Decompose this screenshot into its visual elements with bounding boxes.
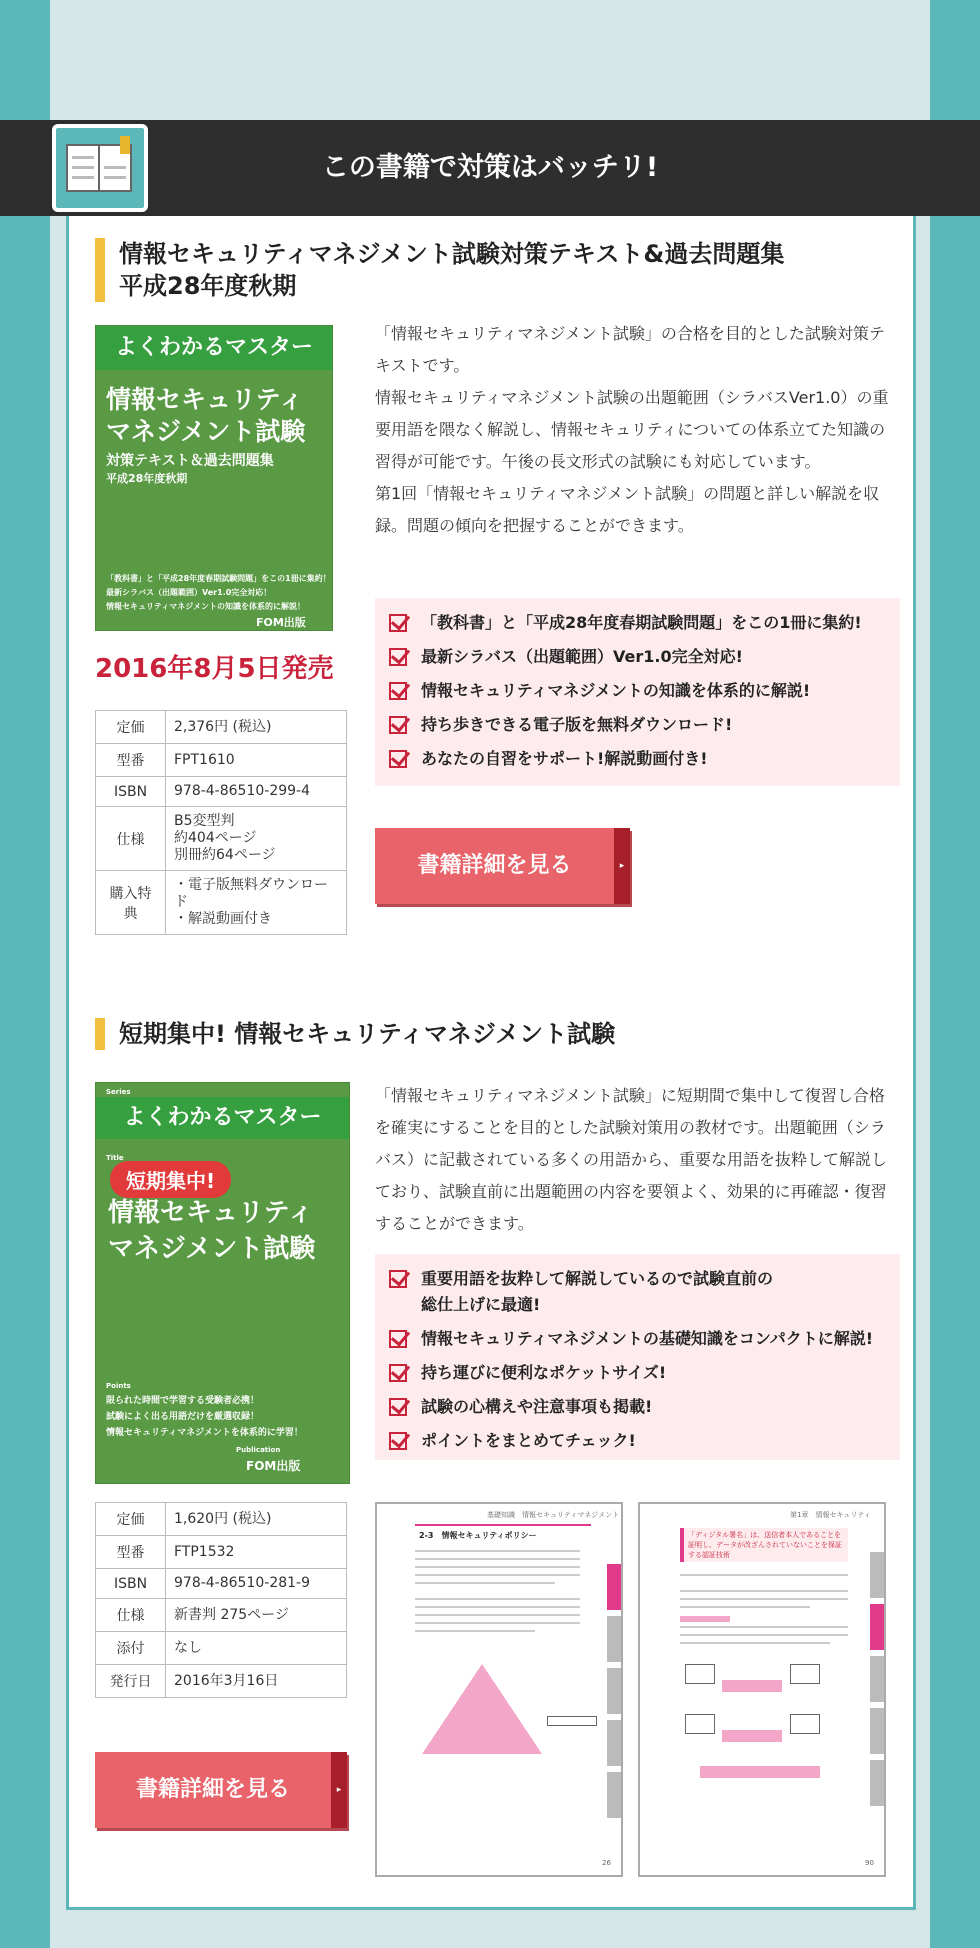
spec-value: ・電子版無料ダウンロード ・解説動画付き — [166, 871, 347, 935]
check-icon — [389, 716, 407, 734]
spec-value: 2,376円 (税込) — [166, 711, 347, 744]
spec-label: 購入特典 — [96, 871, 166, 935]
spec-label: 定価 — [96, 711, 166, 744]
check-icon — [389, 648, 407, 666]
spec-value: FPT1610 — [166, 744, 347, 777]
spec-value: 978-4-86510-299-4 — [166, 777, 347, 807]
book1-cover-points: 「教科書」と「平成28年度春期試験問題」をこの1冊に集約！ 最新シラバス（出題範囲）Ver1.0完全対応！ 情報セキュリティマネジメントの知識を体系的に解説！ — [106, 574, 331, 611]
book1-details-button[interactable]: 書籍詳細を見る ▸ — [375, 828, 630, 904]
list-item: 重要用語を抜粋して解説しているので試験直前の 総仕上げに最適! — [389, 1262, 886, 1322]
table-row — [96, 1569, 347, 1599]
banner-title: この書籍で対策はバッチリ! — [321, 152, 659, 183]
spec-label: ISBN — [96, 777, 166, 807]
book1-title: 情報セキュリティマネジメント試験対策テキスト&過去問題集 平成28年度秋期 — [95, 238, 875, 302]
list-item: 持ち運びに便利なポケットサイズ! — [389, 1356, 886, 1390]
check-icon — [389, 1330, 407, 1348]
book2-cover-points: 限られた時間で学習する受験者必携！ 試験によく出る用語だけを厳選収録！ 情報セキュリティマネジメントを体系的に学習！ — [106, 1396, 303, 1438]
arrow-right-icon: ▸ — [331, 1752, 347, 1828]
check-icon — [389, 682, 407, 700]
check-icon — [389, 750, 407, 768]
spec-value: 新書判 275ページ — [166, 1599, 347, 1632]
spec-value: B5変型判 約404ページ 別冊約64ページ — [166, 807, 347, 871]
list-item: 「教科書」と「平成28年度春期試験問題」をこの1冊に集約! — [389, 606, 886, 640]
right-teal-border — [930, 0, 980, 1948]
spec-value: なし — [166, 1632, 347, 1665]
spec-label: 定価 — [96, 1503, 166, 1536]
list-item: 持ち歩きできる電子版を無料ダウンロード! — [389, 708, 886, 742]
book1-spec-table — [95, 710, 347, 935]
spec-value: 1,620円 (税込) — [166, 1503, 347, 1536]
check-icon — [389, 1270, 407, 1288]
book1-cover[interactable]: よくわかるマスター 情報セキュリティ マネジメント試験 対策テキスト＆過去問題集 平成28年度秋期 「教科書」と「平成28年度春期試験問題」をこの1冊に集約！ 最新シラバス（出題範囲）Ver1.0完全対応！ 情報セキュリティマネジメントの知識を体系的に解説！ FOM出版 — [95, 325, 333, 631]
list-item: ポイントをまとめてチェック! — [389, 1424, 886, 1458]
check-icon — [389, 614, 407, 632]
spec-label: 仕様 — [96, 1599, 166, 1632]
table-row — [96, 807, 347, 871]
list-item: 情報セキュリティマネジメントの基礎知識をコンパクトに解説! — [389, 1322, 886, 1356]
table-row — [96, 1503, 347, 1536]
book1-feature-list — [375, 598, 900, 786]
book2-feature-list — [375, 1254, 900, 1460]
check-icon — [389, 1364, 407, 1382]
book2-preview-page-1[interactable]: 基礎知識 情報セキュリティマネジメント 2-3 情報セキュリティポリシー 26 — [375, 1502, 623, 1877]
spec-value: 2016年3月16日 — [166, 1665, 347, 1698]
book1-release-date: 2016年8月5日発売 — [95, 654, 334, 684]
list-item: 情報セキュリティマネジメントの知識を体系的に解説! — [389, 674, 886, 708]
list-item: 試験の心構えや注意事項も掲載! — [389, 1390, 886, 1424]
spec-label: 仕様 — [96, 807, 166, 871]
check-icon — [389, 1432, 407, 1450]
table-row — [96, 1632, 347, 1665]
spec-label: 添付 — [96, 1632, 166, 1665]
arrow-right-icon: ▸ — [614, 828, 630, 904]
book2-details-button[interactable]: 書籍詳細を見る ▸ — [95, 1752, 347, 1828]
table-row — [96, 1599, 347, 1632]
book2-preview-page-2[interactable]: 第1章 情報セキュリティ 「ディジタル署名」は、送信者本人であることを証明し、データが改ざんされていないことを保証する認証技術 90 — [638, 1502, 886, 1877]
table-row — [96, 744, 347, 777]
spec-value: 978-4-86510-281-9 — [166, 1569, 347, 1599]
book2-cover-badge: 短期集中! — [110, 1161, 231, 1198]
spec-label: 型番 — [96, 744, 166, 777]
table-row — [96, 871, 347, 935]
list-item: あなたの自習をサポート!解説動画付き! — [389, 742, 886, 776]
table-row — [96, 1665, 347, 1698]
book2-cover[interactable]: Series よくわかるマスター Title 短期集中! 情報セキュリティ マネジメント試験 Points 限られた時間で学習する受験者必携！ 試験によく出る用語だけを厳選収録！ 情報セキュリティマネジメントを体系的に学習！ Publication FOM出版 — [95, 1082, 350, 1484]
spec-label: ISBN — [96, 1569, 166, 1599]
table-row — [96, 711, 347, 744]
spec-value: FTP1532 — [166, 1536, 347, 1569]
book2-title: 短期集中! 情報セキュリティマネジメント試験 — [95, 1018, 875, 1050]
left-teal-border — [0, 0, 50, 1948]
book-icon — [52, 124, 148, 212]
spec-label: 発行日 — [96, 1665, 166, 1698]
table-row — [96, 777, 347, 807]
check-icon — [389, 1398, 407, 1416]
table-row — [96, 1536, 347, 1569]
book2-spec-table — [95, 1502, 347, 1698]
book2-description: 「情報セキュリティマネジメント試験」に短期間で集中して復習し合格を確実にすることを目的とした試験対策用の教材です。出題範囲（シラバス）に記載されている多くの用語から、重要な用語を抜粋して解説しており、試験直前に出題範囲の内容を要領よく、効果的に再確認・復習することができます。 — [375, 1086, 888, 1233]
spec-label: 型番 — [96, 1536, 166, 1569]
list-item: 最新シラバス（出題範囲）Ver1.0完全対応! — [389, 640, 886, 674]
book1-description: 「情報セキュリティマネジメント試験」の合格を目的とした試験対策テキストです。 情報セキュリティマネジメント試験の出題範囲（シラバスVer1.0）の重要用語を隈なく解説し、情報セキュリティについての体系立てた知識の習得が可能です。午後の長文形式の試験にも対応しています。 第1回「情報セキュリティマネジメント試験」の問題と詳しい解説を収録。問題の傾向を把握することができます。 — [375, 324, 889, 535]
